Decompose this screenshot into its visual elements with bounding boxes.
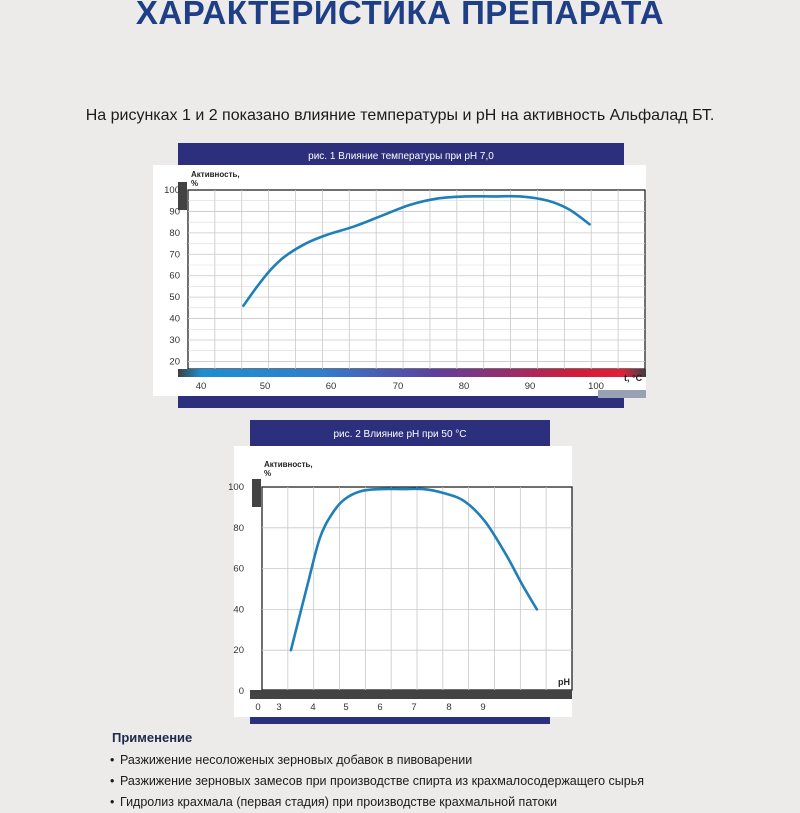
x-tick-label: 4 <box>310 702 315 713</box>
chart-ph <box>228 420 572 724</box>
y-tick-label: 30 <box>169 335 180 346</box>
y-tick-label: 40 <box>233 604 244 615</box>
application-item: • Разжижение зерновых замесов при производстве спирта из крахмалосодержащего сырья <box>110 771 790 792</box>
x-axis-label: pH <box>558 677 570 687</box>
axis-end-marker <box>598 390 646 398</box>
x-axis-bar <box>250 690 572 699</box>
y-axis-label: Активность, <box>264 460 313 469</box>
x-tick-label: 80 <box>459 381 470 392</box>
y-tick-label: 100 <box>228 482 244 493</box>
x-tick-label: 8 <box>446 702 451 713</box>
page-subtitle: На рисунках 1 и 2 показано влияние температуры и рН на активность Альфалад БТ. <box>0 107 800 125</box>
y-tick-label: 50 <box>169 292 180 303</box>
chart-title: рис. 2 Влияние рН при 50 °С <box>333 429 466 440</box>
y-tick-label: 0 <box>239 686 244 697</box>
x-tick-label: 5 <box>343 702 348 713</box>
y-axis-unit: % <box>264 469 271 478</box>
x-tick-label: 3 <box>276 702 281 713</box>
y-axis-marker <box>252 479 261 507</box>
x-tick-label: 7 <box>411 702 416 713</box>
y-tick-label: 80 <box>233 523 244 534</box>
y-tick-label: 90 <box>169 206 180 217</box>
application-section <box>110 730 790 813</box>
y-axis-unit: % <box>191 179 198 188</box>
x-tick-label: 50 <box>260 381 271 392</box>
y-tick-label: 40 <box>169 314 180 325</box>
y-tick-label: 60 <box>233 564 244 575</box>
temperature-color-bar <box>178 369 646 377</box>
x-tick-label: 0 <box>255 702 260 713</box>
x-tick-label: 6 <box>377 702 382 713</box>
x-tick-label: 9 <box>480 702 485 713</box>
y-tick-label: 20 <box>169 356 180 367</box>
x-tick-label: 70 <box>393 381 404 392</box>
application-list <box>110 750 790 813</box>
y-tick-label: 60 <box>169 271 180 282</box>
x-axis-label: t, °C <box>624 373 643 383</box>
x-tick-label: 100 <box>588 381 604 392</box>
application-title: Применение <box>112 730 790 745</box>
y-tick-label: 70 <box>169 249 180 260</box>
chart-title: рис. 1 Влияние температуры при рН 7,0 <box>308 151 494 162</box>
chart-temperature <box>153 143 646 408</box>
x-tick-label: 90 <box>525 381 536 392</box>
y-tick-label: 80 <box>169 228 180 239</box>
x-tick-label: 40 <box>196 381 207 392</box>
y-axis-label: Активность, <box>191 170 240 179</box>
x-tick-label: 60 <box>326 381 337 392</box>
y-tick-label: 20 <box>233 645 244 656</box>
y-tick-label: 100 <box>164 185 180 196</box>
page-title: ХАРАКТЕРИСТИКА ПРЕПАРАТА <box>0 0 800 32</box>
application-item: • Гидролиз крахмала (первая стадия) при производстве крахмальной патоки <box>110 792 790 813</box>
application-item: • Разжижение несоложеных зерновых добавок в пивоварении <box>110 750 790 771</box>
